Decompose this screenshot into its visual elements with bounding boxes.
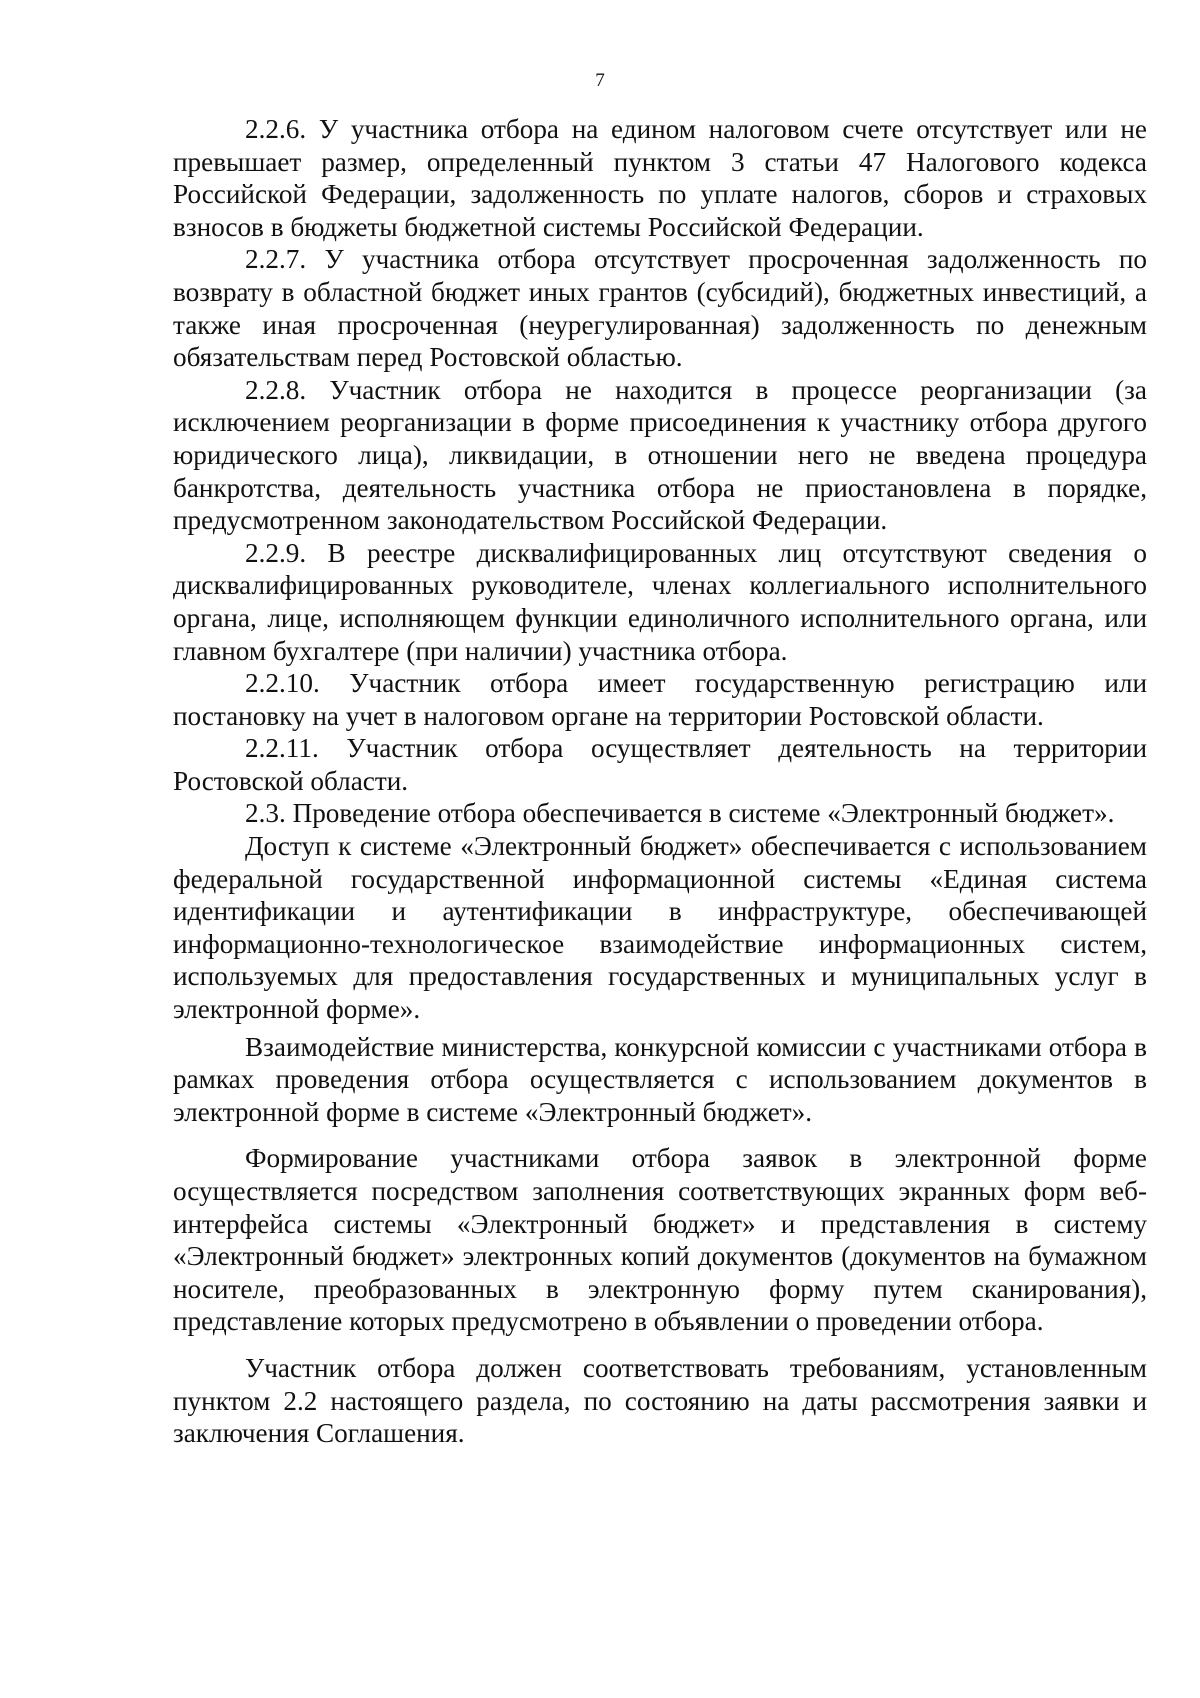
paragraph-application-forming: Формирование участниками отбора заявок в электронной форме осуществляется посредством заполнения соответствующих экранных форм веб-интерфейса системы «Электронный бюджет» и представления в систему «Электронный бюджет» электронных копий документов (документов на бумажном носителе, преобразованных в электронную форму путем сканирования), представление которых предусмотрено в объявлении о проведении отбора. (173, 1143, 1147, 1337)
paragraph-access: Доступ к системе «Электронный бюджет» обеспечивается с использованием федеральной государственной информационной системы «Единая система идентификации и аутентификации в инфраструктуре, обеспечивающей информационно-технологическое взаимодействие информационных систем, используемых для предоставления государственных и муниципальных услуг в электронной форме». (173, 831, 1147, 1025)
paragraph-2-2-9: 2.2.9. В реестре дисквалифицированных лиц отсутствуют сведения о дисквалифицированных руководителе, членах коллегиального исполнительного органа, лице, исполняющем функции единоличного исполнительного органа, или главном бухгалтере (при наличии) участника отбора. (173, 537, 1147, 666)
page-number: 7 (595, 70, 605, 91)
paragraph-2-2-8: 2.2.8. Участник отбора не находится в процессе реорганизации (за исключением реорганизации в форме присоединения к участнику отбора другого юридического лица), ликвидации, в отношении него не введена процедура банкротства, деятельность участника отбора не приостановлена в порядке, предусмотренном законодательством Российской Федерации. (173, 374, 1147, 536)
paragraph-2-2-7: 2.2.7. У участника отбора отсутствует просроченная задолженность по возврату в областной бюджет иных грантов (субсидий), бюджетных инвестиций, а также иная просроченная (неурегулированная) задолженность по денежным обязательствам перед Ростовской областью. (173, 244, 1147, 373)
paragraph-requirements: Участник отбора должен соответствовать требованиям, установленным пунктом 2.2 настоящего раздела, по состоянию на даты рассмотрения заявки и заключения Соглашения. (173, 1352, 1147, 1449)
document-body (173, 113, 1147, 1450)
paragraph-2-3: 2.3. Проведение отбора обеспечивается в системе «Электронный бюджет». (245, 798, 1115, 829)
paragraph-2-2-10: 2.2.10. Участник отбора имеет государственную регистрацию или постановку на учет в налоговом органе на территории Ростовской области. (173, 668, 1147, 731)
paragraph-2-2-6: 2.2.6. У участника отбора на едином налоговом счете отсутствует или не превышает размер, определенный пунктом 3 статьи 47 Налогового кодекса Российской Федерации, задолженность по уплате налогов, сборов и страховых взносов в бюджеты бюджетной системы Российской Федерации. (173, 114, 1147, 242)
paragraph-interaction: Взаимодействие министерства, конкурсной комиссии с участниками отбора в рамках проведения отбора осуществляется с использованием документов в электронной форме в системе «Электронный бюджет». (173, 1031, 1147, 1127)
paragraph-2-2-11: 2.2.11. Участник отбора осуществляет деятельность на территории Ростовской области. (173, 733, 1147, 796)
